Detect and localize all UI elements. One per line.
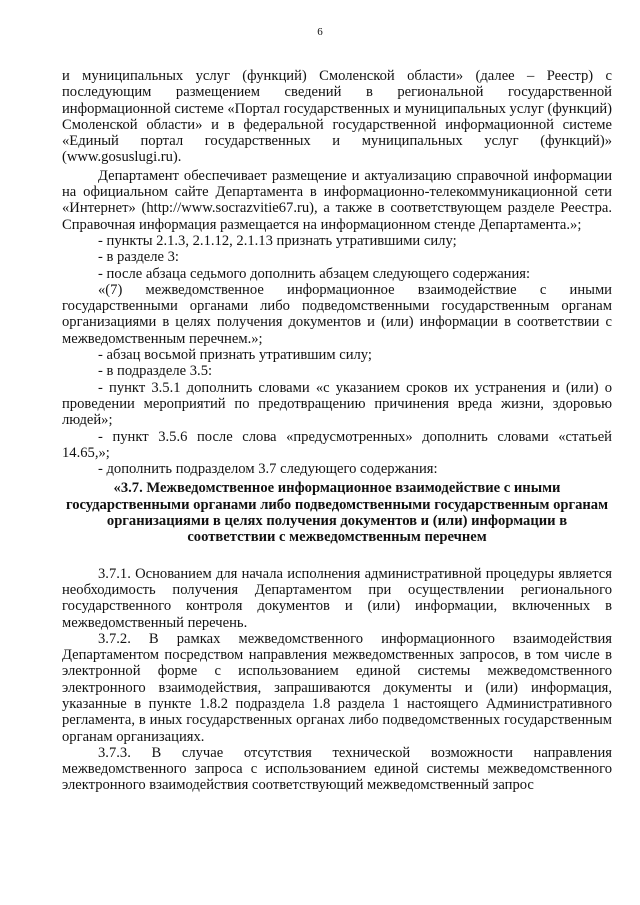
document-body (62, 68, 612, 794)
list-item-paragraph-8-void: - абзац восьмой признать утратившим силу; (98, 347, 372, 364)
list-item-point-3-5-1: - пункт 3.5.1 дополнить словами «с указанием сроков их устранения и (или) о проведении мероприятий по предотвращению причинения вреда жизни, здоровью людей»; (62, 379, 612, 429)
paragraph-quoted-7: «(7) межведомственное информационное взаимодействие с иными государственными органами либо подведомственными государственным органам организациями в целях получения документов и (или) информации в соответствии с межведомственным перечнем.»; (62, 281, 612, 347)
list-item-add-subsection: - дополнить подразделом 3.7 следующего содержания: (98, 461, 438, 478)
list-item-section-3: - в разделе 3: (98, 249, 179, 266)
subsection-heading: «3.7. Межведомственное информационное взаимодействие с иными государственными органами либо подведомственными государственным органам организациями в целях получения документов и (или) информации в соответствии с межведомственным перечнем (65, 480, 609, 546)
paragraph-3-7-2: 3.7.2. В рамках межведомственного информационного взаимодействия Департаментом посредством направления межведомственных запросов, в том числе в электронной форме с использованием единой системы межведомственного электронного взаимодействия, запрашиваются документы и (или) информация, указанные в пункте 1.8.2 подраздела 1.8 раздела 1 настоящего Административного регламента, в иных государственных органах либо подведомственных государственным органам организациях. (62, 630, 612, 745)
paragraph-department-info: Департамент обеспечивает размещение и актуализацию справочной информации на официальном сайте Департамента в информационно-телекоммуникационной сети «Интернет» (http://www.socrazvitie67.ru), а также в соответствующем разделе Реестра. Справочная информация размещается на информационном стенде Департамента.»; (62, 167, 612, 233)
paragraph-continuation: и муниципальных услуг (функций) Смоленской области» (далее – Реестр) с последующим размещением сведений в региональной государственной информационной системе «Портал государственных и муниципальных услуг (функций) Смоленской области» и в федеральной государственной информационной системе «Единый портал государственных и муниципальных услуг (функций)» (www.gosuslugi.ru). (62, 68, 612, 166)
paragraph-3-7-1: 3.7.1. Основанием для начала исполнения административной процедуры является необходимость получения Департаментом при осуществлении регионального государственного контроля документов и (или) информации, включенных в межведомственный перечень. (62, 565, 612, 631)
page-number: 6 (317, 26, 323, 38)
list-item-add-paragraph: - после абзаца седьмого дополнить абзацем следующего содержания: (98, 265, 531, 282)
list-item-subsection-3-5: - в подразделе 3.5: (98, 363, 213, 380)
list-item-points-void: - пункты 2.1.3, 2.1.12, 2.1.13 признать утратившими силу; (98, 232, 457, 249)
paragraph-3-7-3: 3.7.3. В случае отсутствия технической возможности направления межведомственного запроса с использованием единой системы межведомственного электронного взаимодействия соответствующий межведомственный запрос (62, 744, 612, 794)
list-item-point-3-5-6: - пункт 3.5.6 после слова «предусмотренных» дополнить словами «статьей 14.65,»; (62, 428, 612, 461)
